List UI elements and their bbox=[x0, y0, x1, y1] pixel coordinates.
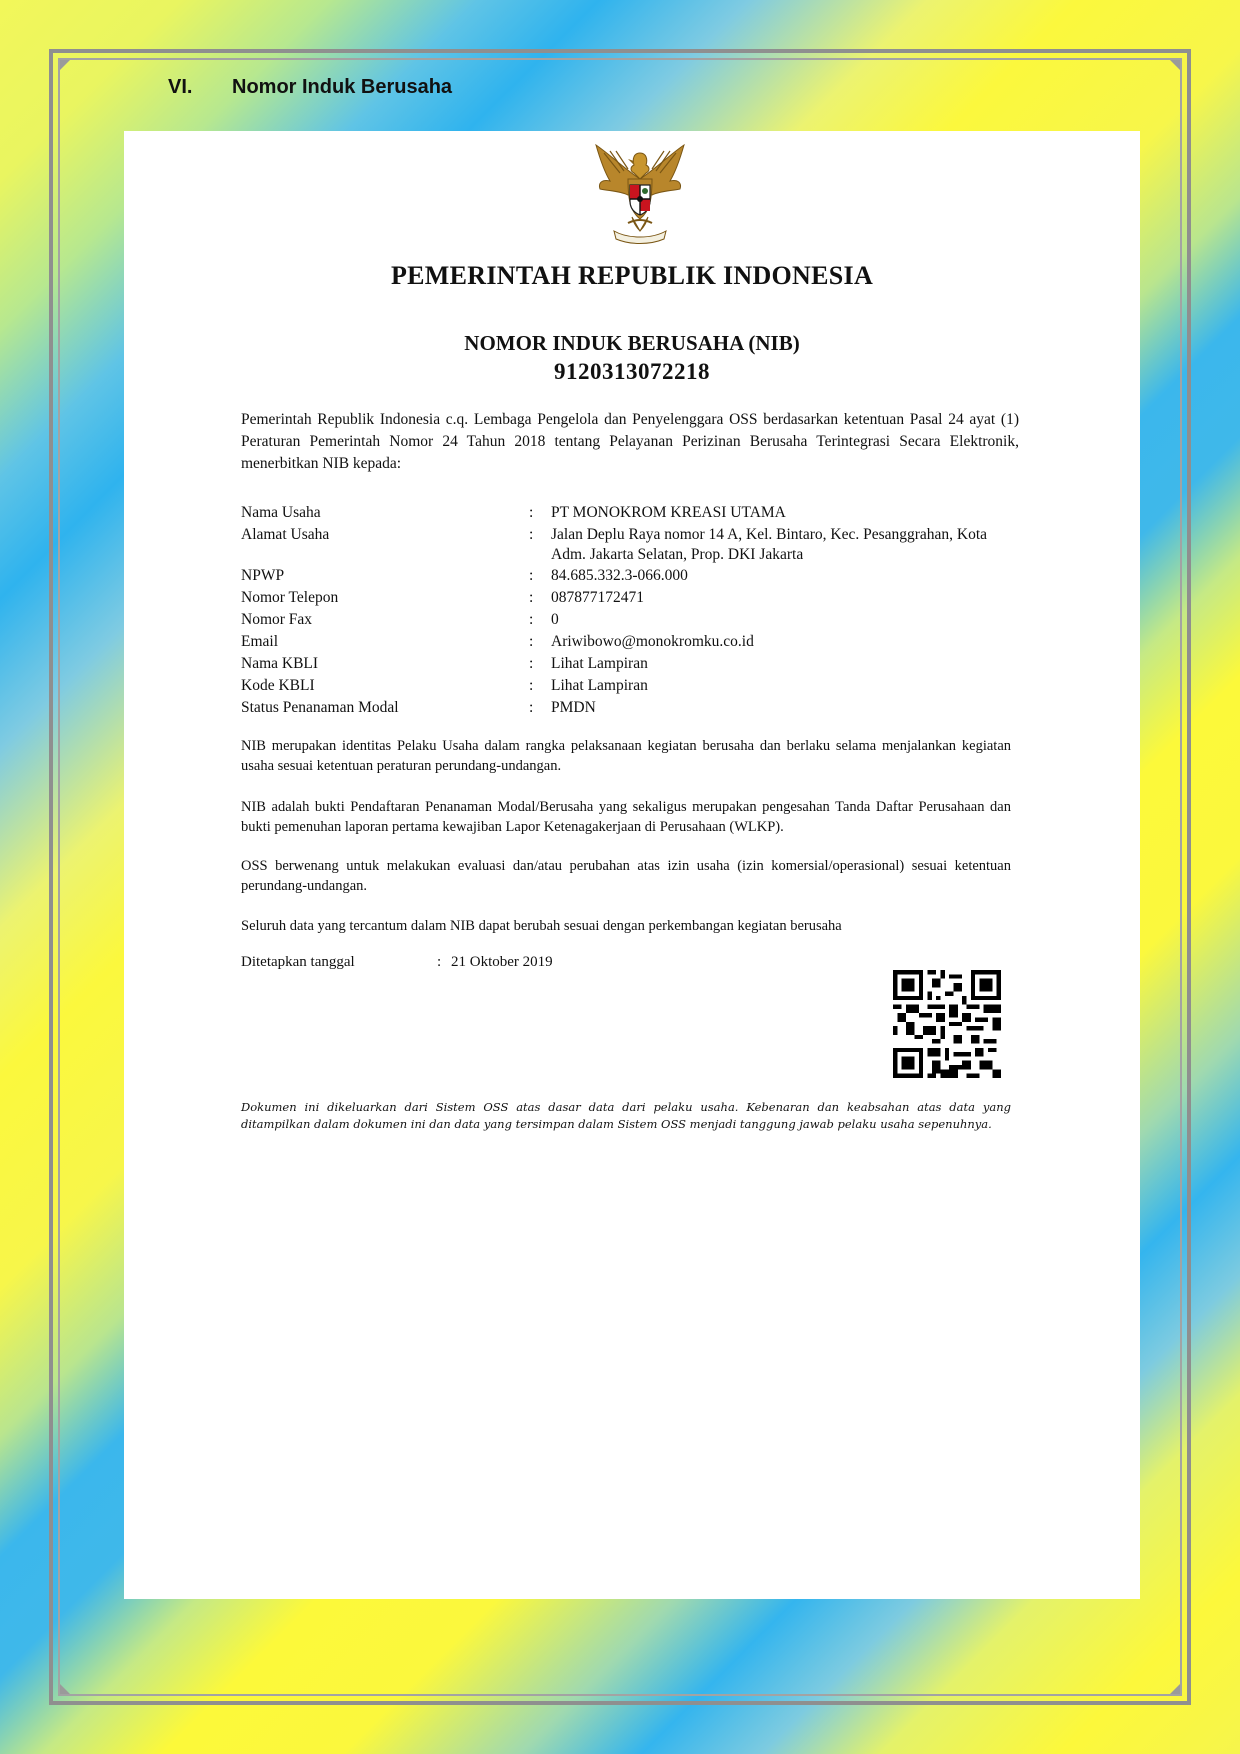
authority-paragraph: OSS berwenang untuk melakukan evaluasi dan/atau perubahan atas izin usaha (izin komersial/operasional) sesuai ketentuan perundang-undangan. bbox=[241, 858, 1011, 894]
field-row bbox=[241, 502, 1021, 524]
field-label: NPWP bbox=[241, 567, 285, 584]
field-value: Ariwibowo@monokromku.co.id bbox=[551, 633, 754, 650]
field-value: 087877172471 bbox=[551, 589, 644, 606]
field-colon: : bbox=[529, 567, 534, 584]
field-value: 0 bbox=[551, 611, 559, 628]
field-label: Nama KBLI bbox=[241, 655, 319, 672]
field-row bbox=[241, 565, 1021, 587]
nib-certificate bbox=[124, 131, 1140, 1599]
field-label: Kode KBLI bbox=[241, 677, 315, 694]
issued-date-colon: : bbox=[437, 954, 442, 970]
field-row bbox=[241, 609, 1021, 631]
field-row bbox=[241, 653, 1021, 675]
field-value: Jalan Deplu Raya nomor 14 A, Kel. Bintaro, Kec. Pesanggrahan, Kota Adm. Jakarta Selatan, Prop. DKI Jakarta bbox=[551, 526, 988, 563]
border-corner bbox=[1170, 1684, 1180, 1694]
field-label: Email bbox=[241, 633, 279, 650]
field-value: 84.685.332.3-066.000 bbox=[551, 567, 688, 584]
registration-paragraph: NIB adalah bukti Pendaftaran Penanaman Modal/Berusaha yang sekaligus merupakan pengesahan Tanda Daftar Perusahaan dan bukti pemenuhan laporan pertama kewajiban Lapor Ketenagakerjaan di Perusahaan (WLKP). bbox=[241, 799, 1011, 835]
disclaimer-note: Dokumen ini dikeluarkan dari Sistem OSS atas dasar data dari pelaku usaha. Kebenaran dan keabsahan atas data yang ditampilkan dalam dokumen ini dan data yang tersimpan dalam Sistem OSS menjadi tanggung jawab pelaku usaha sepenuhnya. bbox=[241, 1100, 1011, 1131]
field-value: PMDN bbox=[551, 699, 596, 716]
issued-date-value: 21 Oktober 2019 bbox=[451, 954, 553, 970]
field-row bbox=[241, 631, 1021, 653]
field-value: Lihat Lampiran bbox=[551, 655, 648, 672]
government-title: PEMERINTAH REPUBLIK INDONESIA bbox=[390, 261, 874, 290]
field-colon: : bbox=[529, 633, 534, 650]
issued-date-row bbox=[241, 954, 553, 971]
border-corner bbox=[60, 60, 70, 70]
field-colon: : bbox=[529, 526, 534, 543]
intro-paragraph: Pemerintah Republik Indonesia c.q. Lembaga Pengelola dan Penyelenggara OSS berdasarkan ketentuan Pasal 24 ayat (1) Peraturan Pemerintah Nomor 24 Tahun 2018 tentang Pelayanan Perizinan Berusaha Terintegrasi Secara Elektronik, menerbitkan NIB kepada: bbox=[241, 411, 1019, 472]
field-value: Lihat Lampiran bbox=[551, 677, 648, 694]
section-number: VI. bbox=[168, 76, 193, 98]
field-value: PT MONOKROM KREASI UTAMA bbox=[551, 504, 786, 521]
section-heading bbox=[168, 76, 452, 99]
field-colon: : bbox=[529, 504, 534, 521]
border-corner bbox=[1170, 60, 1180, 70]
field-row bbox=[241, 587, 1021, 609]
business-details bbox=[241, 502, 1021, 719]
border-corner bbox=[60, 1684, 70, 1694]
validity-paragraph: NIB merupakan identitas Pelaku Usaha dalam rangka pelaksanaan kegiatan berusaha dan berlaku selama menjalankan kegiatan usaha sesuai ketentuan peraturan perundang-undangan. bbox=[241, 738, 1011, 774]
field-colon: : bbox=[529, 677, 534, 694]
field-label: Alamat Usaha bbox=[241, 526, 330, 543]
field-label: Nomor Fax bbox=[241, 611, 313, 628]
issued-date-label: Ditetapkan tanggal bbox=[241, 954, 355, 970]
document-title: NOMOR INDUK BERUSAHA (NIB) bbox=[464, 331, 800, 355]
field-label: Nomor Telepon bbox=[241, 589, 339, 606]
field-row bbox=[241, 675, 1021, 697]
field-row bbox=[241, 524, 1021, 565]
field-colon: : bbox=[529, 655, 534, 672]
field-colon: : bbox=[529, 589, 534, 606]
field-colon: : bbox=[529, 699, 534, 716]
nib-number: 9120313072218 bbox=[554, 359, 710, 384]
qr-code-icon bbox=[893, 970, 1001, 1078]
garuda-emblem-icon bbox=[590, 139, 690, 247]
field-row bbox=[241, 697, 1021, 719]
field-colon: : bbox=[529, 611, 534, 628]
field-label: Nama Usaha bbox=[241, 504, 321, 521]
data-change-paragraph: Seluruh data yang tercantum dalam NIB dapat berubah sesuai dengan perkembangan kegiatan berusaha bbox=[241, 918, 842, 934]
field-label: Status Penanaman Modal bbox=[241, 699, 399, 716]
section-title: Nomor Induk Berusaha bbox=[232, 76, 453, 98]
